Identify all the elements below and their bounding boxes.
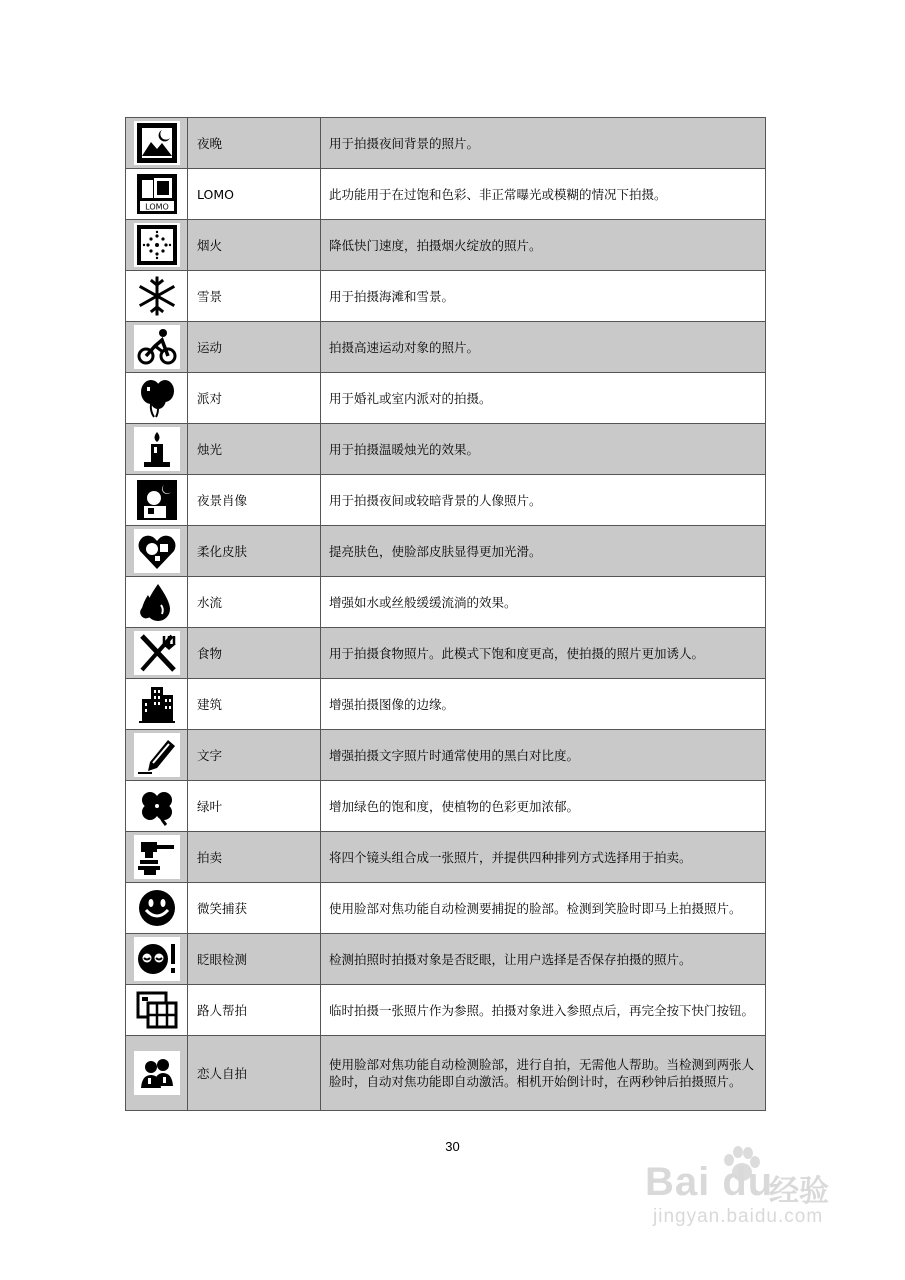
- mode-description: 提亮肤色，使脸部皮肤显得更加光滑。: [321, 526, 766, 577]
- table-row: [126, 271, 766, 322]
- mode-description: 用于拍摄夜间背景的照片。: [321, 118, 766, 169]
- mode-icon-cell: [126, 526, 188, 577]
- mode-icon-cell: [126, 934, 188, 985]
- table-row: [126, 220, 766, 271]
- auction-gavel-icon: [134, 835, 180, 879]
- table-row: [126, 475, 766, 526]
- table-row: [126, 424, 766, 475]
- mode-name: 烟火: [188, 220, 321, 271]
- mode-description: 使用脸部对焦功能自动检测要捕捉的脸部。检测到笑脸时即马上拍摄照片。: [321, 883, 766, 934]
- table-row: [126, 526, 766, 577]
- mode-icon-cell: [126, 271, 188, 322]
- mode-icon-cell: [126, 832, 188, 883]
- mode-name: LOMO: [188, 169, 321, 220]
- baidu-jingyan-watermark: [645, 1160, 845, 1230]
- table-row: [126, 1036, 766, 1111]
- mode-name: 派对: [188, 373, 321, 424]
- mode-name: 绿叶: [188, 781, 321, 832]
- smile-face-icon: [134, 886, 180, 930]
- lomo-camera-icon: [134, 172, 180, 216]
- mode-icon-cell: [126, 1036, 188, 1111]
- mode-name: 拍卖: [188, 832, 321, 883]
- mode-icon-cell: [126, 373, 188, 424]
- table-row: [126, 934, 766, 985]
- scene-mode-table: [125, 117, 766, 1111]
- table-row: [126, 118, 766, 169]
- blink-detect-icon: [134, 937, 180, 981]
- mode-name: 建筑: [188, 679, 321, 730]
- clover-leaf-icon: [134, 784, 180, 828]
- snowflake-icon: [134, 274, 180, 318]
- table-row: [126, 883, 766, 934]
- night-portrait-icon: [134, 478, 180, 522]
- mode-name: 柔化皮肤: [188, 526, 321, 577]
- fork-knife-icon: [134, 631, 180, 675]
- mode-description: 临时拍摄一张照片作为参照。拍摄对象进入参照点后，再完全按下快门按钮。: [321, 985, 766, 1036]
- page-number: 30: [445, 1139, 460, 1154]
- table-row: [126, 730, 766, 781]
- mode-icon-cell: [126, 475, 188, 526]
- balloons-icon: [134, 376, 180, 420]
- building-icon: [134, 682, 180, 726]
- mode-description: 检测拍照时拍摄对象是否眨眼，让用户选择是否保存拍摄的照片。: [321, 934, 766, 985]
- mode-icon-cell: [126, 118, 188, 169]
- mode-name: 夜晚: [188, 118, 321, 169]
- mode-description: 用于拍摄温暖烛光的效果。: [321, 424, 766, 475]
- mode-description: 将四个镜头组合成一张照片，并提供四种排列方式选择用于拍卖。: [321, 832, 766, 883]
- mode-icon-cell: [126, 781, 188, 832]
- watermark-cn-text: 经验: [769, 1174, 829, 1209]
- mode-icon-cell: [126, 883, 188, 934]
- watermark-url: jingyan.baidu.com: [653, 1206, 824, 1227]
- mode-icon-cell: [126, 424, 188, 475]
- mode-icon-cell: [126, 985, 188, 1036]
- mode-name: 食物: [188, 628, 321, 679]
- table-row: [126, 985, 766, 1036]
- svg-text:LOMO: LOMO: [144, 202, 169, 212]
- mode-description: 用于拍摄海滩和雪景。: [321, 271, 766, 322]
- mode-description: 用于拍摄夜间或较暗背景的人像照片。: [321, 475, 766, 526]
- couple-selfie-icon: [134, 1051, 180, 1095]
- mode-description: 增加绿色的饱和度，使植物的色彩更加浓郁。: [321, 781, 766, 832]
- mode-icon-cell: [126, 322, 188, 373]
- mode-name: 烛光: [188, 424, 321, 475]
- table-row: [126, 679, 766, 730]
- table-row: [126, 169, 766, 220]
- fireworks-icon: [134, 223, 180, 267]
- watermark-logo-text: Bai du: [645, 1160, 774, 1204]
- mode-description: 此功能用于在过饱和色彩、非正常曝光或模糊的情况下拍摄。: [321, 169, 766, 220]
- mode-description: 用于拍摄食物照片。此模式下饱和度更高，使拍摄的照片更加诱人。: [321, 628, 766, 679]
- mode-description: 拍摄高速运动对象的照片。: [321, 322, 766, 373]
- mode-name: 夜景肖像: [188, 475, 321, 526]
- mode-name: 运动: [188, 322, 321, 373]
- mode-name: 恋人自拍: [188, 1036, 321, 1111]
- mode-name: 雪景: [188, 271, 321, 322]
- table-row: [126, 577, 766, 628]
- candle-icon: [134, 427, 180, 471]
- mode-description: 用于婚礼或室内派对的拍摄。: [321, 373, 766, 424]
- mode-name: 微笑捕获: [188, 883, 321, 934]
- mode-description: 增强拍摄文字照片时通常使用的黑白对比度。: [321, 730, 766, 781]
- night-landscape-icon: [134, 121, 180, 165]
- mode-name: 水流: [188, 577, 321, 628]
- mode-description: 降低快门速度，拍摄烟火绽放的照片。: [321, 220, 766, 271]
- table-row: [126, 628, 766, 679]
- mode-description: 使用脸部对焦功能自动检测脸部，进行自拍，无需他人帮助。当检测到两张人脸时，自动对焦功能即自动激活。相机开始倒计时，在两秒钟后拍摄照片。: [321, 1036, 766, 1111]
- mode-name: 文字: [188, 730, 321, 781]
- mode-icon-cell: [126, 679, 188, 730]
- water-drop-icon: [134, 580, 180, 624]
- table-row: [126, 832, 766, 883]
- cyclist-icon: [134, 325, 180, 369]
- mode-icon-cell: [126, 577, 188, 628]
- pen-text-icon: [134, 733, 180, 777]
- table-row: [126, 373, 766, 424]
- table-row: [126, 322, 766, 373]
- mode-description: 增强如水或丝般缓缓流淌的效果。: [321, 577, 766, 628]
- table-row: [126, 781, 766, 832]
- mode-description: 增强拍摄图像的边缘。: [321, 679, 766, 730]
- soft-skin-icon: [134, 529, 180, 573]
- mode-icon-cell: [126, 628, 188, 679]
- mode-name: 眨眼检测: [188, 934, 321, 985]
- mode-icon-cell: [126, 220, 188, 271]
- mode-name: 路人帮拍: [188, 985, 321, 1036]
- passerby-frame-icon: [134, 988, 180, 1032]
- mode-icon-cell: [126, 730, 188, 781]
- mode-icon-cell: [126, 169, 188, 220]
